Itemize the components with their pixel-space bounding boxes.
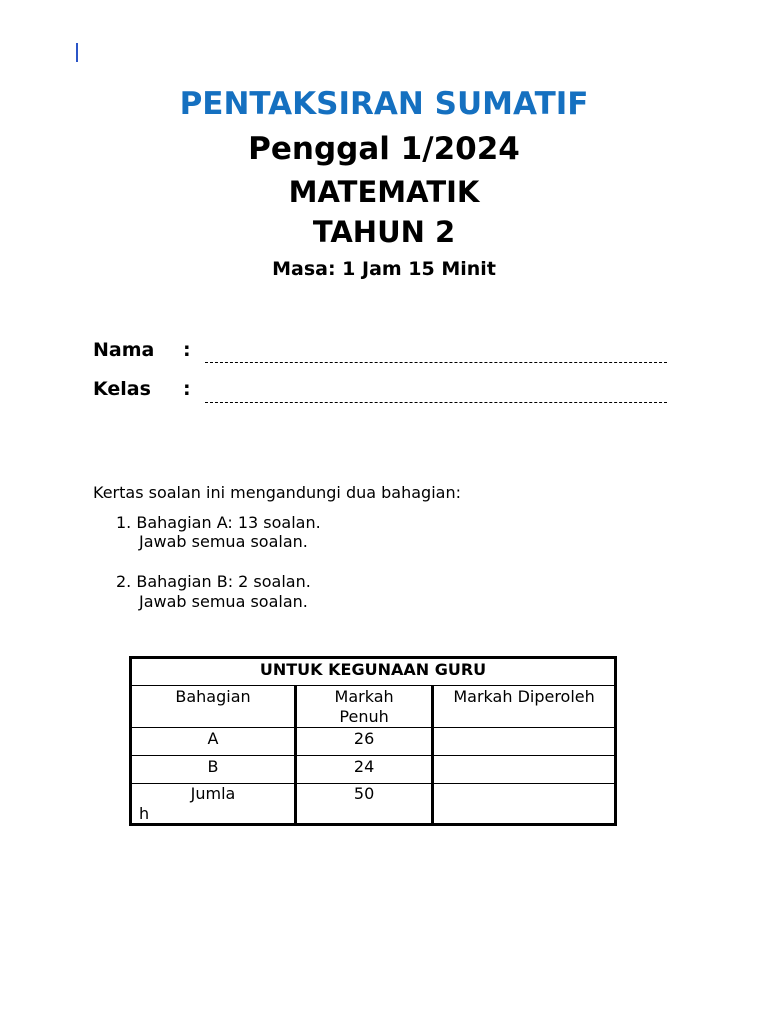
penggal-heading: Penggal 1/2024: [248, 131, 520, 167]
instruction-item-1: 1. Bahagian A: 13 soalan.: [116, 513, 321, 532]
nama-colon: :: [183, 339, 191, 361]
table-row: [131, 756, 616, 784]
instruction-item-2-note: Jawab semua soalan.: [139, 592, 308, 611]
table-row: [131, 728, 616, 756]
table-row-total: [131, 784, 616, 825]
nama-label: Nama: [93, 339, 155, 361]
header-penuh: Penuh: [339, 707, 389, 726]
kelas-colon: :: [183, 378, 191, 400]
instruction-item-2: 2. Bahagian B: 2 soalan.: [116, 572, 311, 591]
total-label-part1: Jumla: [190, 784, 236, 803]
table-title: UNTUK KEGUNAAN GURU: [131, 658, 616, 686]
row-a-markah: 26: [296, 728, 433, 756]
instructions-intro: Kertas soalan ini mengandungi dua bahagian:: [93, 483, 461, 502]
total-label: [131, 784, 296, 825]
subject-heading: MATEMATIK: [288, 175, 480, 209]
row-a-bahagian: A: [131, 728, 296, 756]
row-a-diperoleh[interactable]: [433, 728, 616, 756]
nama-field[interactable]: [205, 362, 667, 363]
instruction-item-1-note: Jawab semua soalan.: [139, 532, 308, 551]
teacher-use-table: [129, 656, 617, 826]
row-b-bahagian: B: [131, 756, 296, 784]
header-markah: Markah: [334, 687, 394, 706]
document-title: PENTAKSIRAN SUMATIF: [179, 86, 589, 122]
header-bahagian: Bahagian: [131, 686, 296, 728]
total-label-part2: h: [139, 804, 150, 823]
text-cursor: [76, 43, 78, 62]
year-heading: TAHUN 2: [312, 215, 456, 249]
total-markah: 50: [296, 784, 433, 825]
kelas-label: Kelas: [93, 378, 151, 400]
header-markah-diperoleh: Markah Diperoleh: [433, 686, 616, 728]
header-markah-penuh: [296, 686, 433, 728]
row-b-diperoleh[interactable]: [433, 756, 616, 784]
duration-text: Masa: 1 Jam 15 Minit: [272, 258, 496, 280]
total-diperoleh[interactable]: [433, 784, 616, 825]
kelas-field[interactable]: [205, 402, 667, 403]
row-b-markah: 24: [296, 756, 433, 784]
